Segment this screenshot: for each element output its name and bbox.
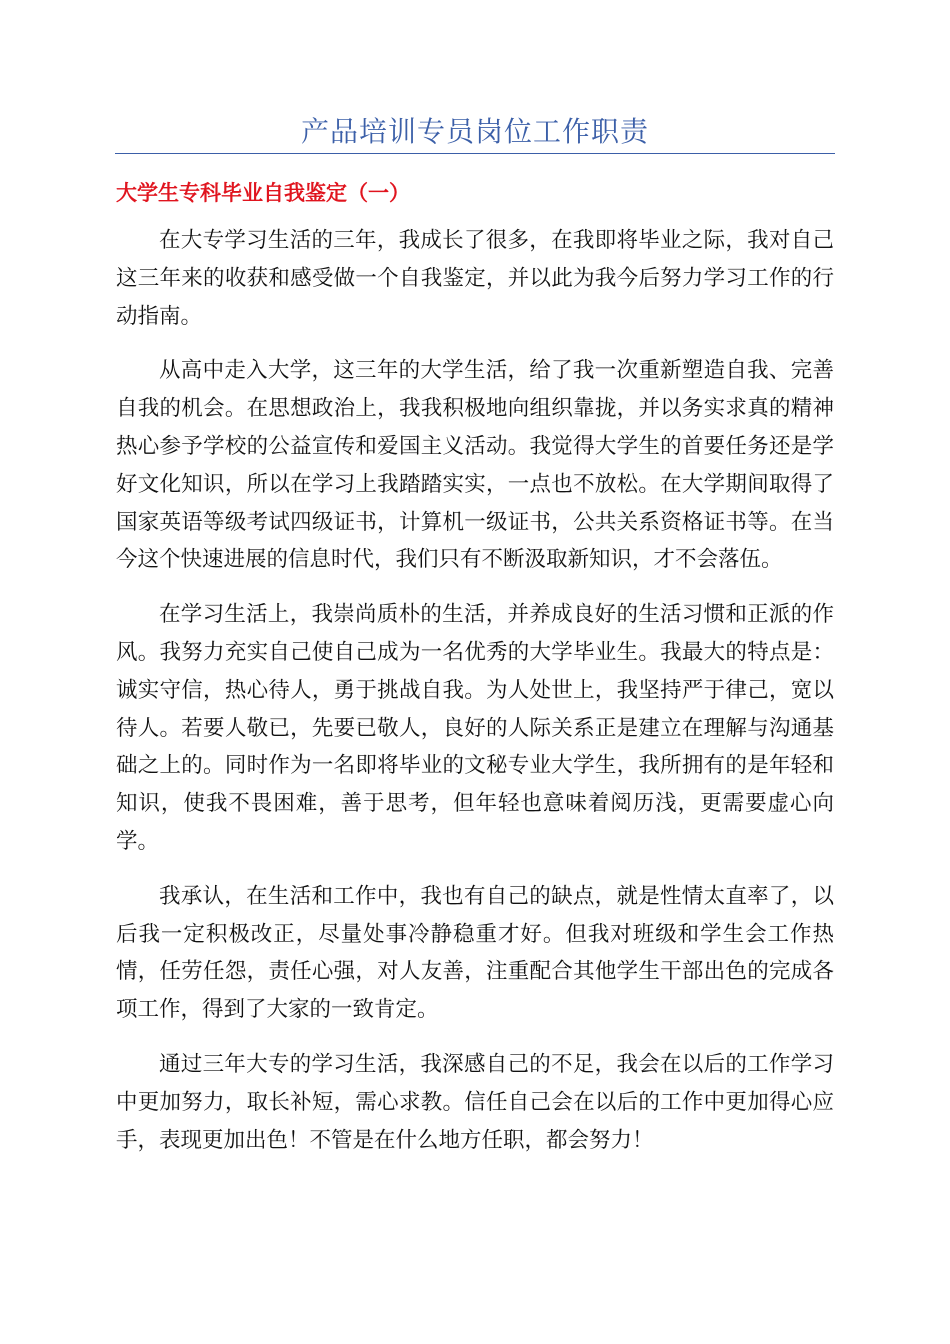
paragraph-4: 我承认，在生活和工作中，我也有自己的缺点，就是性情太直率了，以后我一定积极改正，尽量处事冷静稳重才好。但我对班级和学生会工作热情，任劳任怨，责任心强，对人友善，注重配合其他学生干部出色的完成各项工作，得到了大家的一致肯定。 bbox=[116, 883, 834, 1023]
paragraph-5: 通过三年大专的学习生活，我深感自己的不足，我会在以后的工作学习中更加努力，取长补短，需心求教。信任自己会在以后的工作中更加得心应手，表现更加出色！不管是在什么地方任职，都会努力！ bbox=[116, 1051, 834, 1153]
section-heading: 大学生专科毕业自我鉴定（一） bbox=[116, 181, 410, 205]
paragraph-3: 在学习生活上，我崇尚质朴的生活，并养成良好的生活习惯和正派的作风。我努力充实自己使自己成为一名优秀的大学毕业生。我最大的特点是：诚实守信，热心待人，勇于挑战自我。为人处世上，我坚持严于律己，宽以待人。若要人敬已，先要已敬人，良好的人际关系正是建立在理解与沟通基础之上的。同时作为一名即将毕业的文秘专业大学生，我所拥有的是年轻和知识，使我不畏困难，善于思考，但年轻也意味着阅历浅，更需要虚心向学。 bbox=[116, 602, 834, 854]
paragraph-2: 从高中走入大学，这三年的大学生活，给了我一次重新塑造自我、完善自我的机会。在思想政治上，我我积极地向组织靠拢，并以务实求真的精神热心参予学校的公益宣传和爱国主义活动。我觉得大学生的首要任务还是学好文化知识，所以在学习上我踏踏实实，一点也不放松。在大学期间取得了国家英语等级考试四级证书，计算机一级证书，公共关系资格证书等。在当今这个快速进展的信息时代，我们只有不断汲取新知识，才不会落伍。 bbox=[116, 358, 834, 573]
body-text bbox=[116, 222, 834, 1176]
document-title: 产品培训专员岗位工作职责 bbox=[300, 115, 649, 148]
paragraph-1: 在大专学习生活的三年，我成长了很多，在我即将毕业之际，我对自己这三年来的收获和感受做一个自我鉴定，并以此为我今后努力学习工作的行动指南。 bbox=[116, 228, 834, 329]
title-underline-divider bbox=[115, 153, 835, 154]
